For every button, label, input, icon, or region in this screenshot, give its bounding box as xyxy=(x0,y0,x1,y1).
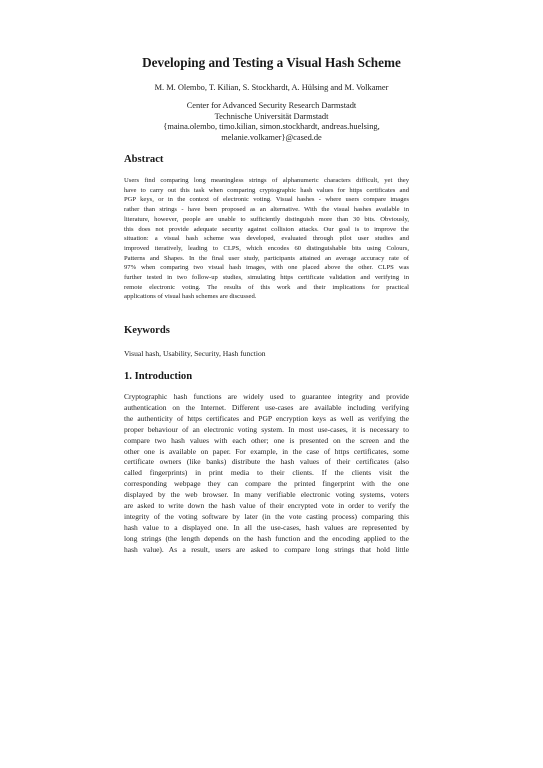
abstract-line: improved iteratively, leading to CLPS, which encodes 60 distinguishable bits using Colours, xyxy=(124,244,409,252)
abstract-line: PGP keys, or in the context of electronic voting. Visual hashes - where users compare images xyxy=(124,196,409,204)
introduction-line: are asked to write down the hash value of their encrypted vote in order to verify the xyxy=(124,501,409,511)
introduction-heading: 1. Introduction xyxy=(124,371,193,382)
introduction-line: displayed by the web browser. In many verifiable electronic voting systems, voters xyxy=(124,490,409,500)
abstract-line: Patterns and Shapes. In the final user study, participants attained an average accuracy rate of xyxy=(124,254,409,262)
introduction-line: other one is available on paper. For example, in the case of https certificates, some xyxy=(124,446,409,456)
author-list: M. M. Olembo, T. Kilian, S. Stockhardt, A. Hülsing and M. Volkamer xyxy=(154,83,389,92)
abstract-line: Users find comparing long meaningless strings of alphanumeric characters difficult, yet they xyxy=(124,177,409,184)
abstract-line: further tested in two follow-up studies, simulating https certificate validation and verifying in xyxy=(124,274,409,282)
affiliation-block xyxy=(0,101,543,143)
introduction-line: compare two hash values with each other; one is presented on the screen and the xyxy=(124,435,409,445)
abstract-heading: Abstract xyxy=(124,154,164,165)
abstract-line: have to carry out this task when comparing cryptographic hash values for https certificates and xyxy=(124,186,409,194)
keywords-text: Visual hash, Usability, Security, Hash function xyxy=(124,349,266,358)
keywords-heading: Keywords xyxy=(124,325,170,336)
abstract-line: literature, however, people are unable to sufficiently distinguish more than 30 bits. Obviously, xyxy=(124,215,409,223)
affiliation-line: Technische Universität Darmstadt xyxy=(214,111,329,121)
affiliation-line: Center for Advanced Security Research Darmstadt xyxy=(186,101,357,110)
abstract-line: rather than strings - have been proposed as an alternative. With the visual hashes available in xyxy=(124,206,409,214)
abstract-body xyxy=(124,176,409,302)
introduction-line: called fingerprints) in print media to their clients. If the clients visit the xyxy=(124,468,409,478)
introduction-line: certificate owners (like banks) distribute the hash values of their certificates (also xyxy=(124,457,409,467)
introduction-line: hash value). As a result, users are asked to compare long strings that hold little xyxy=(124,544,409,554)
affiliation-line: melanie.volkamer}@cased.de xyxy=(221,132,322,142)
introduction-line: corresponding webpage they can compare the printed fingerprint with the one xyxy=(124,479,409,489)
introduction-line: authentication on the Internet. Different use-cases are available including verifying xyxy=(124,402,409,412)
introduction-line: Cryptographic hash functions are widely used to guarantee integrity and provide xyxy=(124,392,409,401)
introduction-body xyxy=(124,392,409,556)
paper-title: Developing and Testing a Visual Hash Scheme xyxy=(142,55,401,70)
abstract-line: situation: a visual hash scheme was developed, evaluated through pilot user studies and xyxy=(124,235,409,243)
abstract-line: 97% when comparing two visual hash images, with one placed above the other. CLPS was xyxy=(124,264,409,272)
abstract-line: applications of visual hash schemes are discussed. xyxy=(124,293,257,301)
introduction-line: long strings (the length depends on the hash function and the encoding applied to the xyxy=(124,533,409,543)
abstract-line: this does not provide adequate security against collision attacks. Our goal is to improve the xyxy=(124,225,409,233)
introduction-line: the authenticity of https certificates and PGP encryption keys as well as verifying the xyxy=(124,413,409,423)
affiliation-line: {maina.olembo, timo.kilian, simon.stockhardt, andreas.huelsing, xyxy=(163,122,380,131)
introduction-line: integrity of the voting software by later (in the vote casting process) comparing this xyxy=(124,511,409,521)
introduction-line: proper behaviour of an electronic voting system. In most use-cases, it is necessary to xyxy=(124,424,409,434)
introduction-line: hash value to a displayed one. In all the use-cases, hash values are represented by xyxy=(124,522,409,532)
abstract-line: remote electronic voting. The results of this work and their implications for practical xyxy=(124,283,409,291)
